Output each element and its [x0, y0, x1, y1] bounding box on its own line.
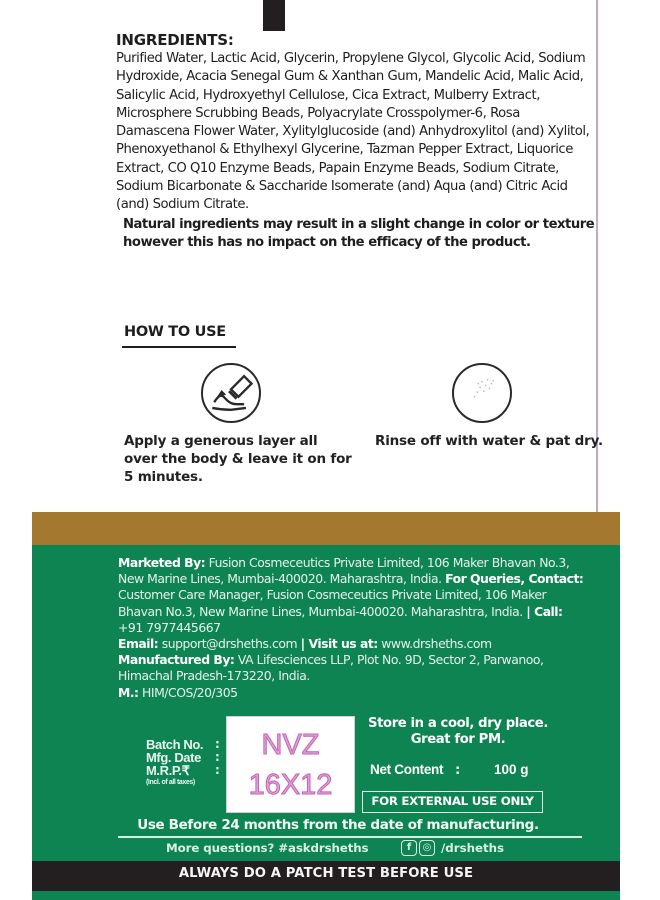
- rinse-water-icon: [452, 363, 512, 423]
- batch-stamp-code: NVZ: [261, 729, 320, 761]
- external-use-badge: FOR EXTERNAL USE ONLY: [362, 791, 543, 813]
- social-handle[interactable]: /drsheths: [441, 841, 505, 855]
- ingredients-note: Natural ingredients may result in a slight change in color or texture however this has no impact on the efficacy of the product.: [123, 216, 595, 250]
- step-apply-text: Apply a generous layer all over the body & leave it on for 5 minutes.: [124, 433, 352, 485]
- patch-test-warning: ALWAYS DO A PATCH TEST BEFORE USE: [178, 866, 474, 881]
- brown-band: [32, 512, 620, 545]
- how-to-use-title: HOW TO USE: [124, 324, 226, 340]
- mrp-tax-note: (Incl. of all taxes): [146, 778, 195, 786]
- more-questions-text: More questions? #askdrsheths: [166, 841, 369, 855]
- visit-label: | Visit us at:: [300, 636, 378, 652]
- ingredients-list: Purified Water, Lactic Acid, Glycerin, Propylene Glycol, Glycolic Acid, Sodium Hydroxide, Acacia Senegal Gum & Xanthan Gum, Mandelic Acid, Malic Acid, Salicylic Acid, Hydroxyethyl Cellulose, Cica Extract, Mulberry Extract, Microsphere Scrubbing Beads, Polyacrylate Crosspolymer-6, Rosa Damascena Flower Water, Xylitylglucoside (and) Anhydroxylitol (and) Xylitol, Phenoxyethanol & Ethylhexyl Glycerine, Tazman Pepper Extract, Liquorice Extract, CO Q10 Enzyme Beads, Papain Enzyme Beads, Sodium Citrate, Sodium Bicarbonate & Saccharide Isomerate (and) Aqua (and) Citric Acid (and) Sodium Citrate.: [116, 51, 590, 213]
- top-notch-decoration: [263, 0, 285, 31]
- license-label: M.:: [118, 684, 139, 700]
- batch-labels: [146, 738, 203, 787]
- storage-line: Store in a cool, dry place.: [368, 716, 548, 731]
- batch-stamp-date: 16X12: [248, 769, 333, 801]
- mfg-date-label: Mfg. Date: [146, 750, 201, 766]
- social-icons: [401, 840, 435, 856]
- instagram-icon[interactable]: ◎: [419, 840, 435, 856]
- shelf-life-text: Use Before 24 months from the date of manufacturing.: [137, 817, 539, 833]
- ingredients-section: [116, 31, 596, 252]
- batch-number-label: Batch No.: [146, 737, 204, 752]
- mrp-label: M.R.P.₹: [146, 763, 190, 779]
- step-rinse-text: Rinse off with water & pat dry.: [375, 433, 603, 449]
- email-label: Email:: [118, 636, 159, 652]
- queries-text: Customer Care Manager, Fusion Cosmeceutics Private Limited, 106 Maker Bhavan No.3, New Marine Lines, Mumbai-400020. Maharashtra, India.: [118, 587, 547, 619]
- call-label: | Call:: [526, 603, 563, 619]
- divider-line: [118, 836, 582, 838]
- usage-time-line: Great for PM.: [410, 732, 506, 747]
- queries-label: For Queries, Contact:: [445, 571, 584, 587]
- call-number[interactable]: +91 7977445667: [118, 619, 221, 635]
- ingredients-title: INGREDIENTS:: [116, 31, 234, 49]
- license-number: HIM/COS/20/305: [142, 684, 238, 700]
- facebook-icon[interactable]: f: [401, 840, 417, 856]
- website-link[interactable]: www.drsheths.com: [381, 636, 492, 652]
- batch-stamp-box: [226, 716, 355, 813]
- storage-instructions: [358, 716, 558, 748]
- company-info: [118, 555, 588, 701]
- manufactured-by-label: Manufactured By:: [118, 652, 235, 668]
- marketed-by-label: Marketed By:: [118, 555, 206, 570]
- net-content-colon: :: [455, 762, 461, 778]
- batch-colons: : : :: [215, 737, 220, 778]
- how-to-use-underline: [122, 346, 236, 348]
- marketed-by-text: Fusion Cosmeceutics Private Limited, 106 Maker Bhavan No.3, New Marine Lines, Mumbai-400020. Maharashtra, India.: [118, 555, 570, 587]
- net-content-label: Net Content: [370, 762, 444, 777]
- manufactured-by-text: VA Lifesciences LLP, Plot No. 9D, Sector 2, Parwanoo, Himachal Pradesh-173220, India.: [118, 652, 544, 684]
- apply-tube-hand-icon: [201, 363, 261, 423]
- email-address[interactable]: support@drsheths.com: [161, 636, 298, 652]
- net-content-value: 100 g: [494, 762, 529, 777]
